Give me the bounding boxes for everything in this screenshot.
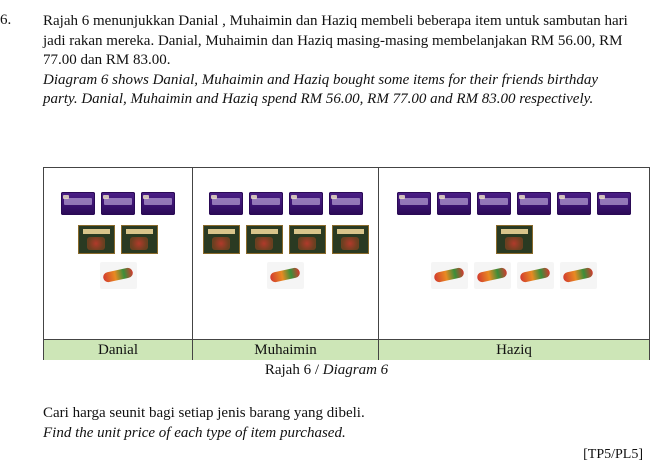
haziq-column bbox=[379, 168, 649, 359]
label-muhaimin: Muhaimin bbox=[193, 340, 379, 360]
candy-row bbox=[44, 262, 192, 289]
chocolate-bar-icon bbox=[249, 192, 283, 215]
chocolate-row bbox=[193, 192, 378, 215]
candy-pack-icon bbox=[560, 262, 597, 289]
tea-box-icon bbox=[332, 225, 369, 254]
caption-malay: Rajah 6 / bbox=[264, 362, 323, 378]
intro-malay: Rajah 6 menunjukkan Danial , Muhaimin dan Haziq membeli beberapa item untuk sambutan hari jadi rakan mereka. Danial, Muhaimin dan Haziq masing-masing membelanjakan RM 56.00, RM 77.00 dan RM 83.00. bbox=[43, 13, 628, 68]
tea-row bbox=[379, 225, 649, 254]
chocolate-bar-icon bbox=[437, 192, 471, 215]
candy-pack-icon bbox=[267, 262, 304, 289]
chocolate-bar-icon bbox=[101, 192, 135, 215]
candy-pack-icon bbox=[474, 262, 511, 289]
question-text bbox=[43, 12, 633, 110]
chocolate-bar-icon bbox=[329, 192, 363, 215]
muhaimin-column bbox=[193, 168, 379, 359]
chocolate-bar-icon bbox=[517, 192, 551, 215]
tea-box-icon bbox=[78, 225, 115, 254]
chocolate-bar-icon bbox=[397, 192, 431, 215]
candy-pack-icon bbox=[517, 262, 554, 289]
candy-pack-icon bbox=[431, 262, 468, 289]
chocolate-bar-icon bbox=[477, 192, 511, 215]
label-haziq: Haziq bbox=[496, 342, 532, 358]
diagram-caption bbox=[0, 362, 653, 379]
chocolate-row bbox=[379, 192, 649, 215]
task-text bbox=[43, 404, 365, 443]
chocolate-row bbox=[44, 192, 192, 215]
chocolate-bar-icon bbox=[289, 192, 323, 215]
label-danial: Danial bbox=[44, 340, 193, 360]
tea-row bbox=[44, 225, 192, 254]
chocolate-bar-icon bbox=[557, 192, 591, 215]
tea-box-icon bbox=[203, 225, 240, 254]
chocolate-bar-icon bbox=[209, 192, 243, 215]
caption-english: Diagram 6 bbox=[322, 362, 389, 378]
candy-row bbox=[379, 262, 649, 289]
intro-english: Diagram 6 shows Danial, Muhaimin and Haziq bought some items for their friends birthday party. Danial, Muhaimin and Haziq spend RM 56.00, RM 77.00 and RM 83.00 respectively. bbox=[43, 71, 599, 107]
tea-box-icon bbox=[496, 225, 533, 254]
name-label-bar bbox=[44, 339, 649, 360]
tea-row bbox=[193, 225, 378, 254]
candy-row bbox=[193, 262, 378, 289]
level-tag: [TP5/PL5] bbox=[583, 447, 643, 462]
tea-box-icon bbox=[121, 225, 158, 254]
purchase-diagram bbox=[43, 167, 650, 360]
chocolate-bar-icon bbox=[61, 192, 95, 215]
task-malay: Cari harga seunit bagi setiap jenis barang yang dibeli. bbox=[43, 405, 365, 421]
task-english: Find the unit price of each type of item purchased. bbox=[43, 424, 346, 441]
candy-pack-icon bbox=[100, 262, 137, 289]
chocolate-bar-icon bbox=[141, 192, 175, 215]
question-number: 6. bbox=[0, 12, 12, 28]
danial-column bbox=[44, 168, 193, 359]
tea-box-icon bbox=[289, 225, 326, 254]
chocolate-bar-icon bbox=[597, 192, 631, 215]
tea-box-icon bbox=[246, 225, 283, 254]
